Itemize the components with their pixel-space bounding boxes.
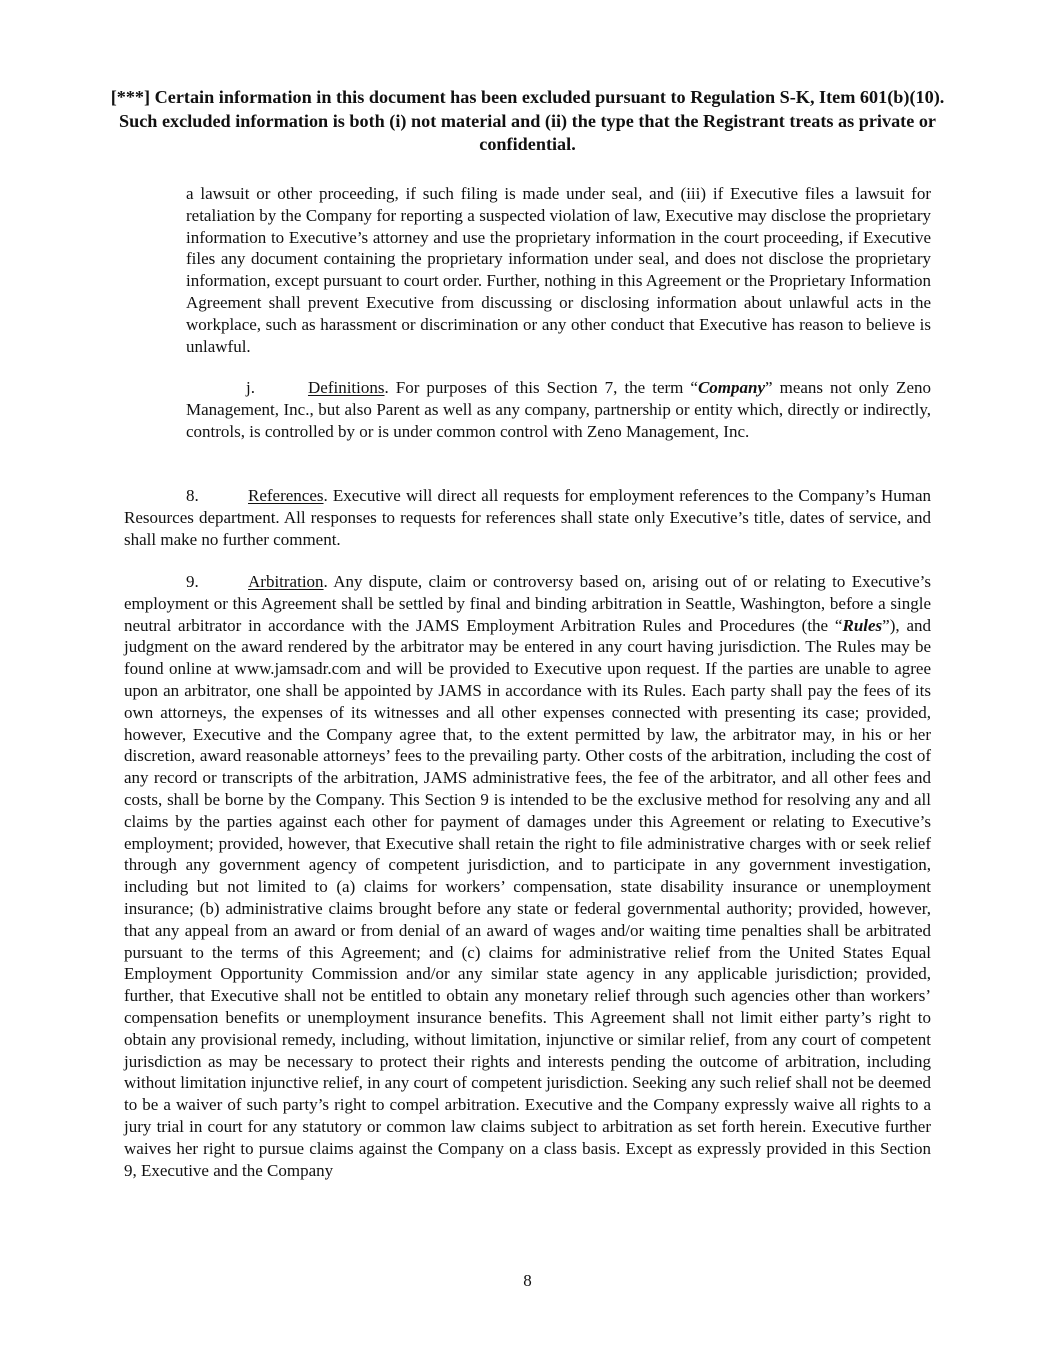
definitions-heading: Definitions (308, 378, 385, 397)
references-paragraph (124, 485, 931, 550)
definitions-paragraph (186, 377, 931, 442)
defined-term-company: Company (697, 378, 766, 397)
arbitration-text-1: . Any dispute, claim or controversy based on, arising out of or relating to Executive’s employment or this Agreement shall be settled by final and binding arbitration in Seattle, Washington, before a single neutral arbitrator in accordance with the JAMS Employment Arbitration Rules and Procedures (the “ (124, 572, 931, 635)
arbitration-heading: Arbitration (248, 572, 324, 591)
arbitration-number: 9. (186, 572, 199, 591)
page-number: 8 (523, 1271, 532, 1290)
arbitration-text-2: ”), and judgment on the award rendered by the arbitrator may be entered in any court having jurisdiction. The Rules may be found online at www.jamsadr.com and will be provided to Executive upon request. If the parties are unable to agree upon an arbitrator, one shall be appointed by JAMS in accordance with its Rules. Each party shall pay the fees of its own attorneys, the expenses of its witnesses and all other expenses connected with presenting its case; provided, however, Executive and the Company agree that, to the extent permitted by law, the arbitrator may, in his or her discretion, award reasonable attorneys’ fees to the prevailing party. Other costs of the arbitration, including the cost of any record or transcripts of the arbitration, JAMS administrative fees, the fee of the arbitrator, and all other fees and costs, shall be borne by the Company. This Section 9 is intended to be the exclusive method for resolving any and all claims by the parties against each other for payment of damages under this Agreement or relating to Executive’s employment; provided, however, that Executive shall retain the right to file administrative charges with or seek relief through any government agency of competent jurisdiction, and to participate in any government investigation, including but not limited to (a) claims for workers’ compensation, state disability insurance or unemployment insurance; (b) administrative claims brought before any state or federal governmental authority; provided, however, that any appeal from an award or from denial of an award of wages and/or waiting time penalties shall be arbitrated pursuant to the terms of this Agreement; and (c) claims for administrative relief from the United States Equal Employment Opportunity Commission and/or any similar state agency in any applicable jurisdiction; provided, further, that Executive shall not be entitled to obtain any monetary relief through such agencies other than workers’ compensation benefits or unemployment insurance benefits. This Agreement shall not limit either party’s right to obtain any provisional remedy, including, without limitation, injunctive or similar relief, from any court of competent jurisdiction as may be necessary to protect their rights and interests pending the outcome of arbitration, including without limitation injunctive relief, in any court of competent jurisdiction. Seeking any such relief shall not be deemed to be a waiver of such party’s right to compel arbitration. Executive and the Company expressly waive all rights to a jury trial in court for any statutory or common law claims subject to arbitration as set forth herein. Executive further waives her right to pursue claims against the Company on a class basis. Except as expressly provided in this Section 9, Executive and the Company (124, 615, 931, 1180)
continuation-paragraph: a lawsuit or other proceeding, if such filing is made under seal, and (iii) if Executive files a lawsuit for retaliation by the Company for reporting a suspected violation of law, Executive may disclose the proprietary information to Executive’s attorney and use the proprietary information in the court proceeding, if Executive files any document containing the proprietary information under seal, and does not disclose the proprietary information, except pursuant to court order. Further, nothing in this Agreement or the Proprietary Information Agreement shall prevent Executive from discussing or disclosing information about unlawful acts in the workplace, such as harassment or discrimination or any other conduct that Executive has reason to believe is unlawful. (186, 184, 931, 356)
references-number: 8. (186, 486, 199, 505)
redaction-notice-header: [***] Certain information in this document has been excluded pursuant to Regulation S-K, Item 601(b)(10). Such excluded information is both (i) not material and (ii) the type that the Registrant treats as private or confidential. (110, 87, 945, 154)
defined-term-rules: Rules (842, 615, 883, 635)
definitions-number: j. (246, 378, 255, 397)
definitions-text-1: . For purposes of this Section 7, the term “ (384, 378, 698, 397)
references-text: . Executive will direct all requests for employment references to the Company’s Human Resources department. All responses to requests for references shall state only Executive’s title, dates of service, and shall make no further comment. (124, 486, 931, 549)
definitions-text-2: ” means not only Zeno Management, Inc., but also Parent as well as any company, partnership or entity which, directly or indirectly, controls, is controlled by or is under common control with Zeno Management, Inc. (186, 378, 931, 441)
arbitration-paragraph (124, 571, 931, 1181)
references-heading: References (248, 486, 324, 505)
